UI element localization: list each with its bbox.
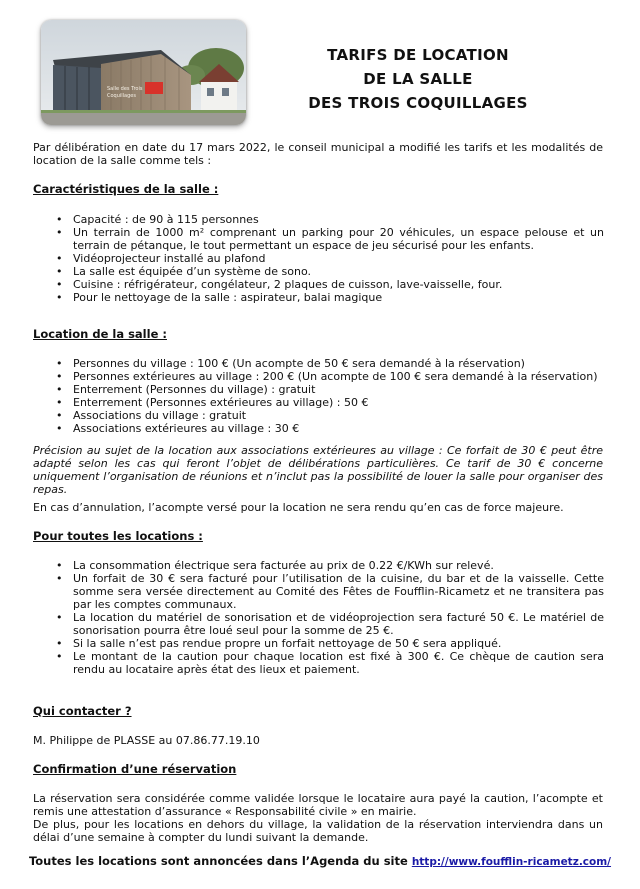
all-rentals-list [56, 559, 604, 676]
confirmation-paragraph-2: De plus, pour les locations en dehors du village, la validation de la réservation interviendra dans un délai d’une semaine à compter du lundi suivant la demande. [33, 818, 603, 844]
title-line-1: TARIFS DE LOCATION [327, 46, 509, 64]
section-heading-characteristics: Caractéristiques de la salle : [33, 182, 219, 196]
website-link[interactable]: http://www.foufflin-ricametz.com/ [411, 856, 612, 868]
list-item: • Associations extérieures au village : 30 € [56, 422, 604, 435]
intro-paragraph: Par délibération en date du 17 mars 2022, le conseil municipal a modifié les tarifs et les modalités de location de la salle comme tels : [33, 141, 603, 167]
title-line-2: DE LA SALLE [363, 70, 473, 88]
building-photo [41, 20, 246, 125]
cancellation-paragraph: En cas d’annulation, l’acompte versé pour la location ne sera rendu qu’en cas de force majeure. [33, 501, 564, 514]
title-line-3: DES TROIS COQUILLAGES [308, 94, 528, 112]
confirmation-paragraph-1: La réservation sera considérée comme validée lorsque le locataire aura payé la caution, l’acompte et remis une attestation d’assurance « Responsabilité civile » en mairie. [33, 792, 603, 818]
rental-price-list [56, 357, 604, 435]
list-item: • La location du matériel de sonorisation et de vidéoprojection sera facturé 50 €. Le matériel de sonorisation pourra être loué seul pour la somme de 25 €. [56, 611, 604, 637]
list-item: • Un terrain de 1000 m² comprenant un parking pour 20 véhicules, un espace pelouse et un terrain de pétanque, le tout permettant un espace de jeu sécurisé pour les enfants. [56, 226, 604, 252]
list-item: • Enterrement (Personnes extérieures au village) : 50 € [56, 396, 604, 409]
page-title [268, 43, 568, 115]
list-item: • Si la salle n’est pas rendue propre un forfait nettoyage de 50 € sera appliqué. [56, 637, 604, 650]
list-item: • Enterrement (Personnes du village) : gratuit [56, 383, 604, 396]
contact-text: M. Philippe de PLASSE au 07.86.77.19.10 [33, 734, 260, 747]
section-heading-all-rentals: Pour toutes les locations : [33, 529, 203, 543]
list-item: • Pour le nettoyage de la salle : aspirateur, balai magique [56, 291, 604, 304]
svg-text:Coquillages: Coquillages [107, 93, 136, 99]
svg-text:Salle des Trois: Salle des Trois [107, 86, 143, 92]
list-item: • La consommation électrique sera facturée au prix de 0.22 €/KWh sur relevé. [56, 559, 604, 572]
list-item: • Personnes du village : 100 € (Un acompte de 50 € sera demandé à la réservation) [56, 357, 604, 370]
coat-of-arms-icon [145, 82, 163, 94]
list-item: • Associations du village : gratuit [56, 409, 604, 422]
list-item: • Le montant de la caution pour chaque location est fixé à 300 €. Ce chèque de caution sera rendu au locataire après état des lieux et paiement. [56, 650, 604, 676]
characteristics-list [56, 213, 604, 304]
list-item: • Un forfait de 30 € sera facturé pour l’utilisation de la cuisine, du bar et de la vaisselle. Cette somme sera versée directement au Comité des Fêtes de Foufflin-Ricametz et ne transitera pas par les comptes communaux. [56, 572, 604, 611]
footer-text: Toutes les locations sont annoncées dans l’Agenda du site [28, 854, 408, 868]
section-heading-confirmation: Confirmation d’une réservation [33, 762, 237, 776]
section-heading-contact: Qui contacter ? [33, 704, 132, 718]
list-item: • Cuisine : réfrigérateur, congélateur, 2 plaques de cuisson, lave-vaisselle, four. [56, 278, 604, 291]
list-item: • Vidéoprojecteur installé au plafond [56, 252, 604, 265]
list-item: • Capacité : de 90 à 115 personnes [56, 213, 604, 226]
list-item: • Personnes extérieures au village : 200 € (Un acompte de 100 € sera demandé à la réservation) [56, 370, 604, 383]
association-note: Précision au sujet de la location aux associations extérieures au village : Ce forfait de 30 € peut être adapté selon les cas qui feront l’objet de délibérations particulières. Ce tarif de 30 € concerne uniquement l’organisation de réunions et n’inclut pas la possibilité de louer la salle pour organiser des repas. [33, 444, 603, 496]
list-item: • La salle est équipée d’un système de sono. [56, 265, 604, 278]
section-heading-rental: Location de la salle : [33, 327, 167, 341]
footer-line [0, 855, 640, 869]
